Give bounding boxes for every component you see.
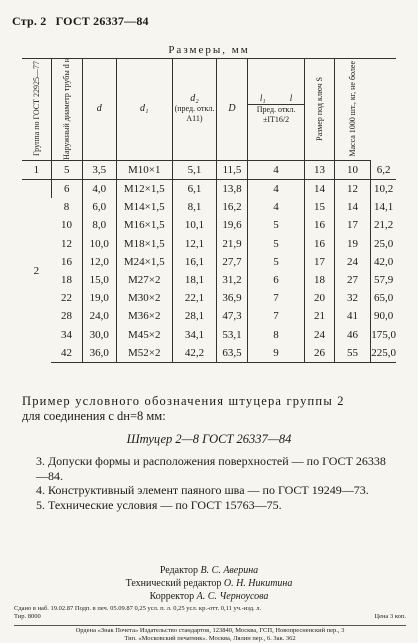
table-cell: 4	[247, 198, 305, 216]
header-wrench-size: Размер под ключ S	[305, 58, 334, 160]
table-cell: 24	[334, 253, 371, 271]
table-cell: 10,1	[172, 216, 217, 234]
header-D: D	[217, 58, 248, 160]
table-cell: 3,5	[82, 160, 116, 179]
sizes-caption: Размеры, мм	[168, 44, 250, 56]
table-cell: 19,0	[82, 289, 116, 307]
table-cell: 90,0	[371, 307, 396, 325]
example-lead: Пример условного обозначения штуцера группы 2	[22, 394, 345, 408]
page-header	[12, 14, 155, 29]
table-cell: 6,2	[371, 160, 396, 179]
table-cell: 18	[60, 274, 72, 287]
table-cell: 21,2	[371, 216, 396, 234]
table-cell: 42	[51, 344, 82, 363]
table-cell: 225,0	[371, 344, 396, 363]
table-cell: М18×1,5	[116, 235, 172, 253]
table-cell: 6	[247, 271, 305, 289]
table-cell: 16	[60, 255, 72, 268]
table-cell: 25,0	[371, 235, 396, 253]
table-cell: 10,0	[82, 235, 116, 253]
table-cell: 12	[60, 237, 72, 250]
table-cell: 19,6	[217, 216, 248, 234]
table-row	[22, 344, 396, 363]
table-cell: 42,0	[371, 253, 396, 271]
table-row	[22, 180, 396, 199]
table-cell: 175,0	[371, 326, 396, 344]
table-cell: 47,3	[217, 307, 248, 325]
table-cell: 36,9	[217, 289, 248, 307]
table-cell: 19	[334, 235, 371, 253]
table-cell: 12	[334, 180, 371, 199]
table-cell: 5	[51, 160, 82, 179]
table-cell: 5	[247, 235, 305, 253]
group-cell: 2	[33, 265, 40, 278]
table-cell: 21	[305, 307, 334, 325]
table-cell: 36,0	[82, 344, 116, 363]
table-cell: 5,1	[172, 160, 217, 179]
table-cell: 7	[247, 307, 305, 325]
table-cell: 8	[63, 201, 70, 214]
table-cell: 10	[334, 160, 371, 179]
table-cell: 22	[60, 292, 72, 305]
table-cell: 17	[305, 253, 334, 271]
table-cell: 17	[334, 216, 371, 234]
table-cell: 20	[305, 289, 334, 307]
note-item: 3. Допуски формы и расположения поверхностей — по ГОСТ 26338—84.	[36, 454, 386, 483]
table-row	[22, 160, 396, 179]
table-cell: 16,2	[217, 198, 248, 216]
table-cell: 41	[334, 307, 371, 325]
table-cell: М30×2	[116, 289, 172, 307]
table-cell: 31,2	[217, 271, 248, 289]
table-cell: 8	[247, 326, 305, 344]
table-row	[22, 235, 396, 253]
table-cell: 30,0	[82, 326, 116, 344]
table-cell: 26	[305, 344, 334, 363]
table-cell: 6	[51, 180, 82, 199]
group-cell: 1	[22, 160, 51, 179]
table-cell: 11,5	[217, 160, 248, 179]
designation-example: Штуцер 2—8 ГОСТ 26337—84	[126, 432, 292, 446]
table-cell: 55	[334, 344, 371, 363]
table-cell: 4	[247, 180, 305, 199]
header-d: d	[82, 58, 116, 160]
table-cell: 8,1	[172, 198, 217, 216]
table-cell: 5	[247, 253, 305, 271]
table-cell: 10,2	[371, 180, 396, 199]
header-d2: d₂ (пред. откл. A11)	[172, 58, 217, 160]
table-cell: 21,9	[217, 235, 248, 253]
header-l1: l₁	[259, 92, 266, 103]
table-cell: 53,1	[217, 326, 248, 344]
table-row	[22, 289, 396, 307]
table-cell: М14×1,5	[116, 198, 172, 216]
table-cell: 13	[305, 160, 334, 179]
table-cell: М52×2	[116, 344, 172, 363]
table-cell: 14,1	[371, 198, 396, 216]
dimensions-table	[22, 58, 396, 363]
table-row	[22, 271, 396, 289]
table-cell: 15	[305, 198, 334, 216]
credits: Редактор В. С. Аверина Технический редактор О. Н. Никитина Корректор А. С. Черноусова	[125, 565, 293, 602]
table-cell: 13,8	[217, 180, 248, 199]
table-cell: 8,0	[82, 216, 116, 234]
table-cell: 65,0	[371, 289, 396, 307]
table-cell: М24×1,5	[116, 253, 172, 271]
table-cell: 27,7	[217, 253, 248, 271]
table-cell: 9	[247, 344, 305, 363]
imprint-rule	[14, 625, 406, 626]
note-item: 4. Конструктивный элемент паяного шва — по ГОСТ 19249—73.	[36, 483, 369, 497]
header-dn: Наружный диаметр трубы d н	[51, 58, 82, 160]
table-cell: 24,0	[82, 307, 116, 325]
table-cell: 57,9	[371, 271, 396, 289]
table-cell: 18,1	[172, 271, 217, 289]
table-cell: М10×1	[116, 160, 172, 179]
publisher-info: Ордена «Знак Почета» Издательство стандартов, 123840, Москва, ГСП, Новопресненский пер., 3 Тип. «Московский печатник». Москва, Лялин пер., 6. Зак. 362	[75, 627, 345, 642]
example-tail: для соединения с dн=8 мм:	[22, 409, 166, 423]
table-cell: 14	[334, 198, 371, 216]
table-cell: 24	[305, 326, 334, 344]
header-d1: d₁	[116, 58, 172, 160]
table-cell: М12×1,5	[116, 180, 172, 199]
table-cell: 34	[60, 328, 72, 341]
table-cell: 10	[60, 219, 72, 232]
table-cell: М45×2	[116, 326, 172, 344]
table-cell: 16	[305, 216, 334, 234]
table-cell: 6,0	[82, 198, 116, 216]
table-cell: 4	[247, 160, 305, 179]
notes	[36, 454, 396, 512]
table-row	[22, 307, 396, 325]
header-group: Группа по ГОСТ 22925—77	[22, 58, 51, 160]
table-cell: 7	[247, 289, 305, 307]
table-cell: 34,1	[172, 326, 217, 344]
imprint-info: Сдано в наб. 19.02.87 Подп. в печ. 05.09.87 0,25 усл. п. л. 0,25 усл. кр.-отт. 0,11 уч.-изд. л. Тир. 8000 Цена 3 коп.	[14, 605, 406, 621]
table-cell: 5	[247, 216, 305, 234]
header-mass: Масса 1000 шт., кг, не более	[334, 58, 371, 160]
table-row	[22, 253, 396, 271]
table-cell: 14	[305, 180, 334, 199]
table-cell: 42,2	[172, 344, 217, 363]
table-row	[22, 326, 396, 344]
table-row	[22, 216, 396, 234]
table-cell: 32	[334, 289, 371, 307]
table-cell: 28,1	[172, 307, 217, 325]
example-text	[22, 394, 396, 424]
table-cell: 27	[334, 271, 371, 289]
standard-code: ГОСТ 26337—84	[55, 14, 149, 28]
table-cell: 4,0	[82, 180, 116, 199]
table-cell: 12,0	[82, 253, 116, 271]
table-cell: 22,1	[172, 289, 217, 307]
table-cell: М27×2	[116, 271, 172, 289]
table-cell: 16,1	[172, 253, 217, 271]
table-cell: 16	[305, 235, 334, 253]
table-cell: 28	[60, 310, 72, 323]
header-l: l	[289, 92, 293, 103]
table-cell: 12,1	[172, 235, 217, 253]
table-cell: 63,5	[217, 344, 248, 363]
table-row	[22, 198, 396, 216]
page-number: Стр. 2	[12, 14, 47, 28]
table-cell: 18	[305, 271, 334, 289]
table-cell: 15,0	[82, 271, 116, 289]
table-cell: 6,1	[172, 180, 217, 199]
table-cell: 46	[334, 326, 371, 344]
table-cell: М16×1,5	[116, 216, 172, 234]
header-tolerance: l₁ l Пред. откл. ±IT16/2	[247, 58, 305, 160]
note-item: 5. Технические условия — по ГОСТ 15763—75.	[36, 497, 282, 512]
table-cell: М36×2	[116, 307, 172, 325]
